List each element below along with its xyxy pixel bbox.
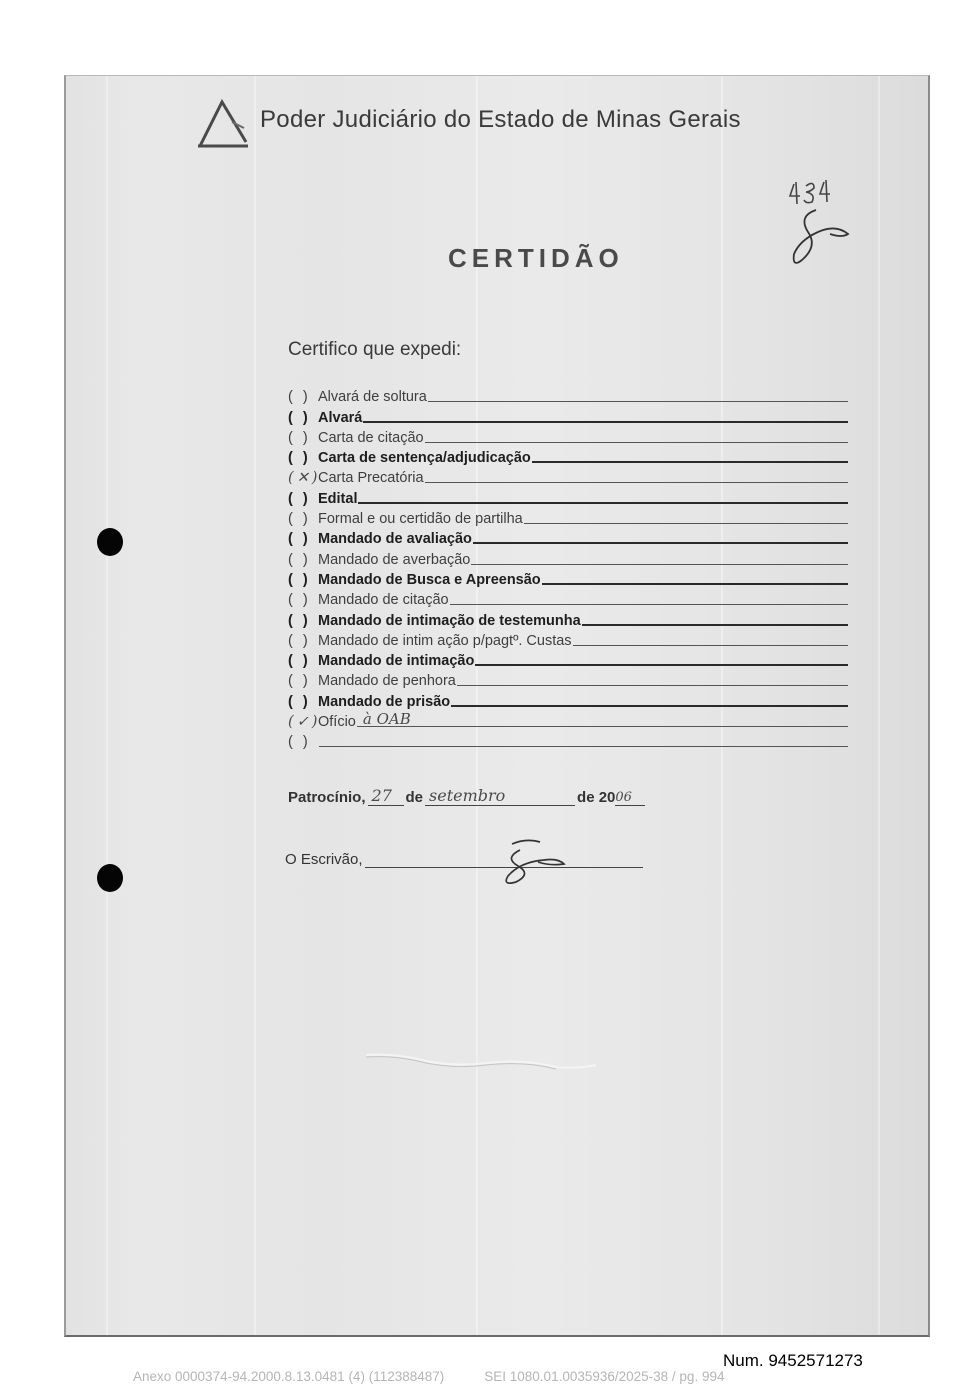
list-item <box>288 730 848 750</box>
list-item <box>288 669 848 689</box>
fill-line <box>425 470 848 483</box>
document-title: CERTIDÃO <box>448 243 624 273</box>
list-item <box>288 568 848 588</box>
fill-line <box>473 530 848 544</box>
list-item <box>288 710 848 730</box>
certification-intro: Certifico que expedi: <box>288 339 462 360</box>
fill-line <box>451 693 848 707</box>
handwritten-day: 27 <box>371 786 392 805</box>
list-item <box>288 649 848 669</box>
paper-tear-mark <box>366 1051 596 1071</box>
fill-line <box>450 592 848 605</box>
sei-reference: SEI 1080.01.0035936/2025-38 / pg. 994 <box>484 1369 725 1384</box>
handwritten-signature <box>498 836 582 886</box>
header-institution-name: Poder Judiciário do Estado de Minas Gerais <box>260 106 741 133</box>
issued-documents-checklist <box>288 385 848 750</box>
item-label: Mandado de citação <box>318 592 449 609</box>
annex-reference: Anexo 0000374-94.2000.8.13.0481 (4) (112388487) <box>133 1369 445 1384</box>
item-label: Formal e ou certidão de partilha <box>318 511 523 528</box>
list-item <box>288 426 848 446</box>
footer-metadata <box>133 1369 724 1384</box>
list-item <box>288 385 848 405</box>
item-label: Edital <box>318 490 358 507</box>
checkbox-mark: ( ) <box>288 693 311 710</box>
item-label: Mandado de avaliação <box>318 531 472 548</box>
item-label: Alvará de soltura <box>318 389 427 406</box>
checkbox-mark: ( ) <box>288 551 311 568</box>
item-label: Carta de sentença/adjudicação <box>318 450 531 467</box>
item-label: Mandado de prisão <box>318 693 451 710</box>
checkbox-mark: ( ) <box>288 511 311 528</box>
list-item <box>288 446 848 466</box>
scribe-label: O Escrivão, <box>285 851 363 868</box>
handwritten-year: 06 <box>615 790 632 805</box>
checkbox-mark: ( ) <box>288 490 311 507</box>
item-label: Mandado de intimação de testemunha <box>318 612 581 629</box>
item-label: Mandado de intimação <box>318 653 475 670</box>
item-label: Ofício <box>318 714 356 731</box>
item-label: Alvará <box>318 409 363 426</box>
checkbox-mark: ( ) <box>288 389 311 406</box>
checkbox-mark: ( ) <box>288 592 311 609</box>
fill-line <box>471 552 848 565</box>
fill-line <box>357 710 848 729</box>
list-item <box>288 507 848 527</box>
date-line <box>288 786 647 806</box>
checkbox-mark: ( ) <box>288 632 311 649</box>
year-prefix-label: de 20 <box>577 789 616 806</box>
de-label: de <box>405 789 424 806</box>
fill-line <box>425 430 848 443</box>
checkbox-mark: ( ) <box>288 409 311 426</box>
day-blank <box>368 786 404 806</box>
checkbox-mark: ( ) <box>288 571 311 588</box>
handwritten-recipient: à OAB <box>362 710 411 729</box>
checkbox-mark: ( ) <box>288 734 311 751</box>
scanned-page <box>64 75 930 1337</box>
list-item <box>288 466 848 486</box>
item-label: Mandado de intim ação p/pagtº. Custas <box>318 632 572 649</box>
checkbox-mark: ( ) <box>288 429 311 446</box>
fill-line <box>542 571 848 585</box>
fill-line <box>573 633 848 646</box>
year-blank <box>615 789 645 806</box>
list-item <box>288 527 848 547</box>
fill-line <box>428 389 848 402</box>
fill-line <box>582 612 848 626</box>
list-item <box>288 547 848 567</box>
punch-hole <box>97 864 123 892</box>
list-item <box>288 486 848 506</box>
fill-line <box>475 652 848 666</box>
checkbox-mark: ( ) <box>288 612 311 629</box>
item-label: Mandado de penhora <box>318 673 456 690</box>
checkbox-mark: ( ) <box>288 531 311 548</box>
list-item <box>288 588 848 608</box>
checkbox-mark-checked: (✕) <box>288 470 321 487</box>
checkbox-mark: ( ) <box>288 653 311 670</box>
punch-hole <box>97 528 123 556</box>
item-label: Mandado de averbação <box>318 551 471 568</box>
fill-line <box>319 734 848 747</box>
handwritten-month: setembro <box>429 786 506 805</box>
fill-line <box>363 409 848 423</box>
list-item <box>288 629 848 649</box>
checkbox-mark: ( ) <box>288 450 311 467</box>
document-number: Num. 9452571273 <box>723 1351 863 1370</box>
fill-line <box>532 449 848 463</box>
city-label: Patrocínio, <box>288 789 366 806</box>
item-label: Mandado de Busca e Apreensão <box>318 571 541 588</box>
list-item <box>288 608 848 628</box>
checkbox-mark: ( ) <box>288 673 311 690</box>
list-item <box>288 689 848 709</box>
list-item <box>288 405 848 425</box>
fill-line <box>457 673 848 686</box>
checkbox-mark-checked: (✓) <box>288 714 321 731</box>
scribe-signature-line <box>285 851 643 868</box>
fill-line <box>524 511 848 524</box>
fill-line <box>358 490 848 504</box>
item-label: Carta de citação <box>318 429 424 446</box>
handwritten-page-number <box>788 176 858 271</box>
item-label: Carta Precatória <box>318 470 424 487</box>
judiciary-triangle-logo <box>196 98 250 150</box>
month-blank <box>425 786 575 806</box>
